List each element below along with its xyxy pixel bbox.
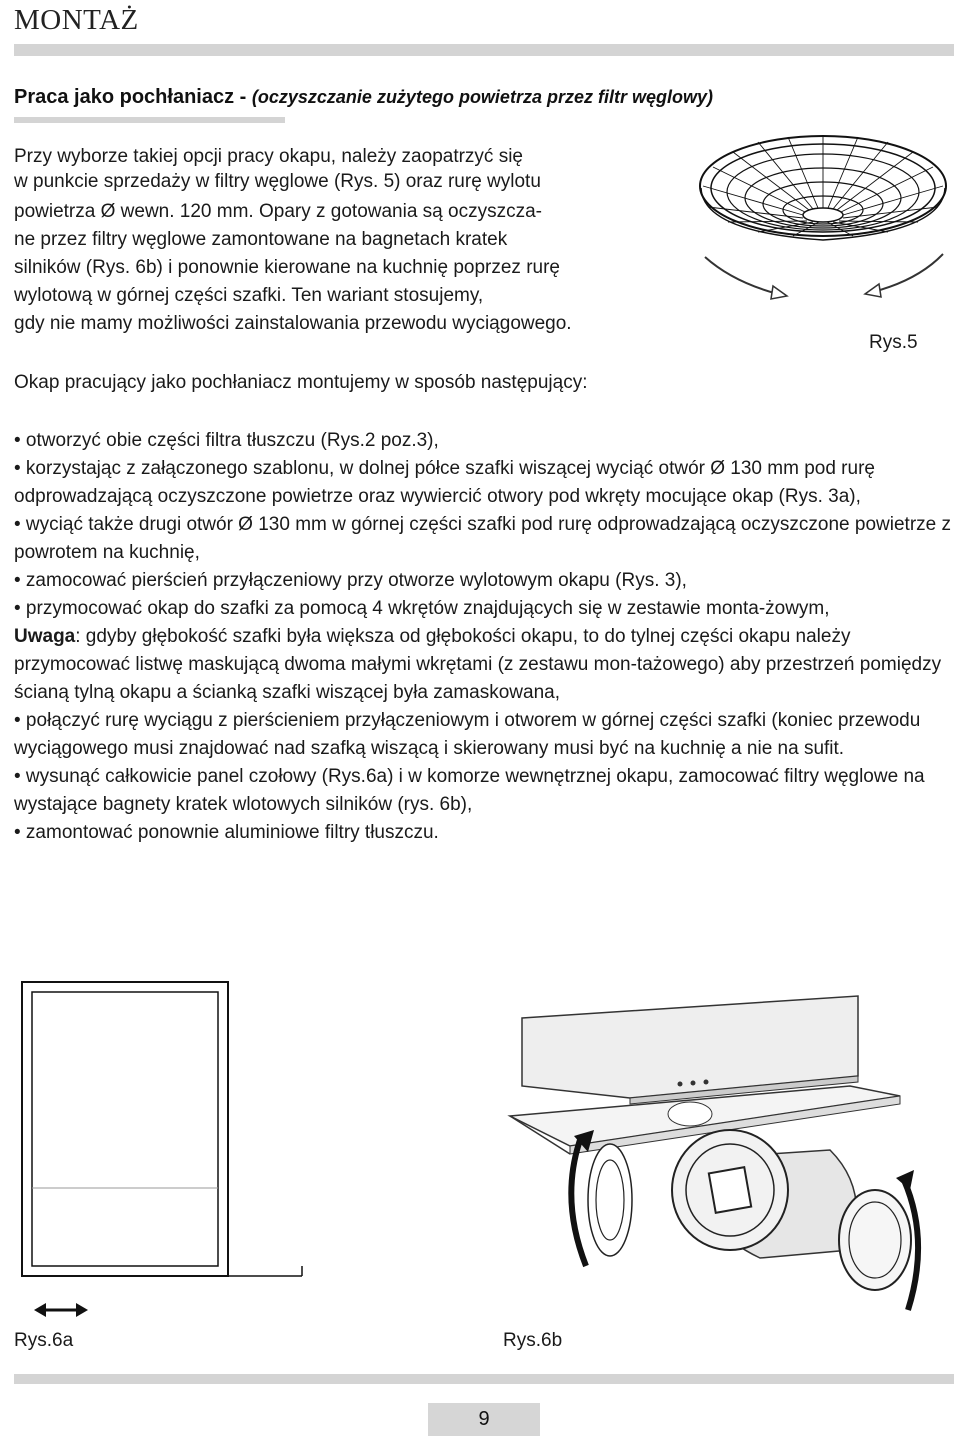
step-item: • otworzyć obie części filtra tłuszczu (Rys.2 poz.3), bbox=[14, 430, 439, 451]
carbon-filter-illustration bbox=[693, 122, 955, 300]
figure-5-caption: Rys.5 bbox=[869, 332, 918, 353]
footer-divider bbox=[14, 1374, 954, 1384]
intro-line: powietrza Ø wewn. 120 mm. Opary z gotowania są oczyszcza- bbox=[14, 201, 542, 222]
figure-6b-caption: Rys.6b bbox=[503, 1330, 563, 1351]
intro-line: gdy nie mamy możliwości zainstalowania przewodu wyciągowego. bbox=[14, 313, 572, 334]
method-intro: Okap pracujący jako pochłaniacz montujemy w sposób następujący: bbox=[14, 372, 588, 393]
installation-steps bbox=[14, 427, 959, 847]
note-text: : gdyby głębokość szafki była większa od głębokości okapu, to do tylnej części okapu należy przymocować listwę maskującą dwoma małymi wkrętami (z zestawu mon-tażowego) aby przestrzeń pomiędzy ścianą tylną okapu a ścianką szafki wiszącej była zamaskowana, bbox=[14, 626, 942, 703]
step-item: • wyciąć także drugi otwór Ø 130 mm w górnej części szafki pod rurę odprowadzającą oczyszczone powietrze z powrotem na kuchnię, bbox=[14, 514, 951, 563]
intro-line: silników (Rys. 6b) i ponownie kierowane na kuchnię poprzez rurę bbox=[14, 257, 560, 278]
note-label: Uwaga bbox=[14, 626, 76, 647]
step-item: • wysunąć całkowicie panel czołowy (Rys.6a) i w komorze wewnętrznej okapu, zamocować filtry węglowe na wystające bagnety kratek wlotowych silników (rys. 6b), bbox=[14, 766, 925, 815]
intro-line: Przy wyborze takiej opcji pracy okapu, należy zaopatrzyć się bbox=[14, 146, 524, 167]
front-panel-illustration bbox=[14, 978, 314, 1322]
page-header-title: MONTAŻ bbox=[14, 4, 139, 36]
step-item: • przymocować okap do szafki za pomocą 4 wkrętów znajdujących się w zestawie monta-żowym, bbox=[14, 598, 830, 619]
intro-line: w punkcie sprzedaży w filtry węglowe (Rys. 5) oraz rurę wylotu bbox=[14, 171, 541, 192]
page-number: 9 bbox=[428, 1403, 540, 1436]
intro-line: wylotową w górnej części szafki. Ten wariant stosujemy, bbox=[14, 285, 484, 306]
section-title bbox=[14, 86, 713, 109]
section-subtitle: (oczyszczanie zużytego powietrza przez filtr węglowy) bbox=[251, 87, 713, 107]
step-item: • połączyć rurę wyciągu z pierścieniem przyłączeniowym i otworem w górnej części szafki (koniec przewodu wyciągowego musi znajdować nad szafką wiszącą i skierowany musi być na kuchnię a nie na sufit. bbox=[14, 710, 921, 759]
step-item: • zamontować ponownie aluminiowe filtry tłuszczu. bbox=[14, 822, 439, 843]
hood-motor-illustration bbox=[490, 990, 930, 1330]
step-item: • zamocować pierścień przyłączeniowy przy otworze wylotowym okapu (Rys. 3), bbox=[14, 570, 687, 591]
header-divider bbox=[14, 44, 954, 56]
intro-line: ne przez filtry węglowe zamontowane na bagnetach kratek bbox=[14, 229, 508, 250]
section-divider bbox=[14, 117, 285, 123]
section-title-main: Praca jako pochłaniacz - bbox=[14, 86, 247, 108]
figure-6a-caption: Rys.6a bbox=[14, 1330, 74, 1351]
step-item: • korzystając z załączonego szablonu, w dolnej półce szafki wiszącej wyciąć otwór Ø 130 mm pod rurę odprowadzającą oczyszczone powietrze oraz wywiercić otwory pod wkręty mocujące okap (Rys. 3a), bbox=[14, 458, 875, 507]
note-paragraph bbox=[14, 623, 959, 707]
